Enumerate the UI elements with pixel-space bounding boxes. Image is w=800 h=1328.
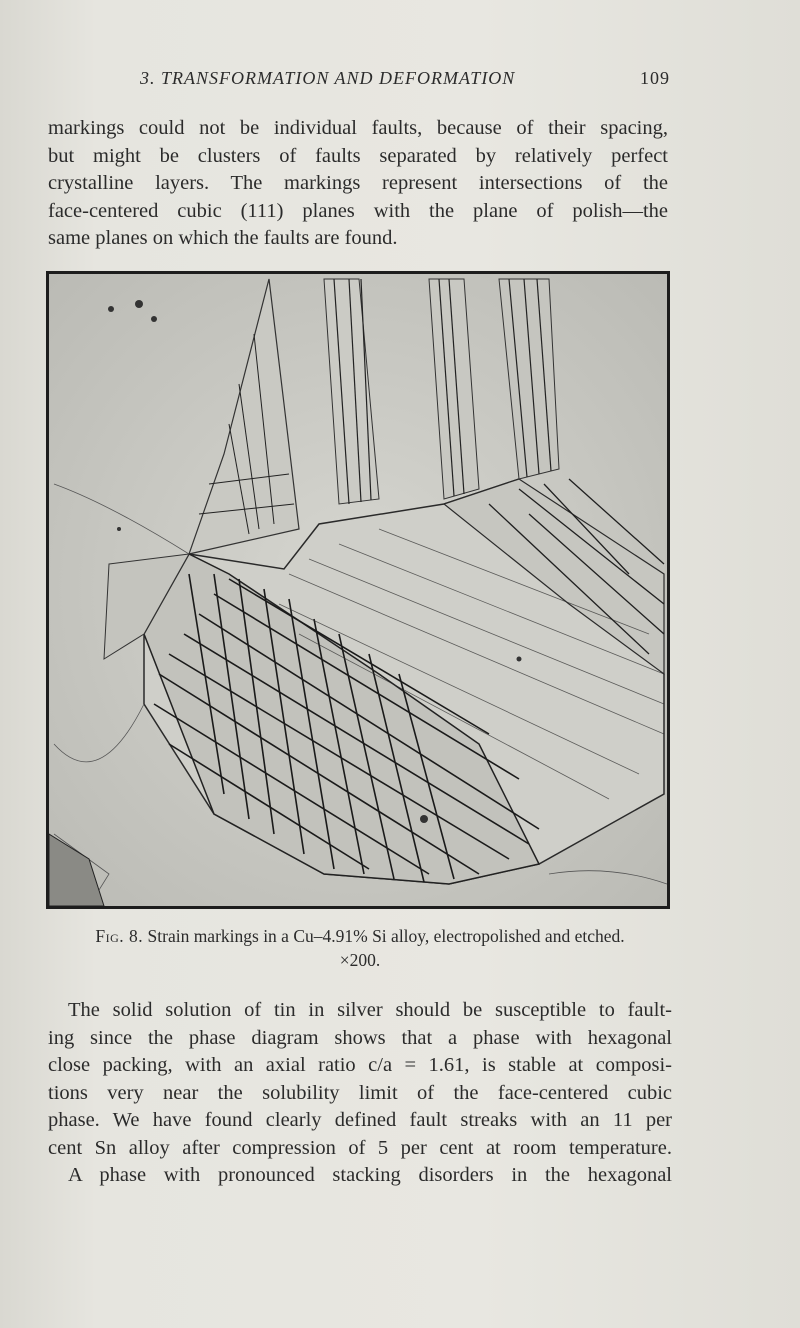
text-line: A phase with pronounced stacking disorders in the hexagonal	[68, 1164, 672, 1186]
micrograph-image	[49, 274, 667, 906]
text-line: tions very near the solubility limit of the face-centered cubic	[48, 1081, 672, 1104]
text-line: crystalline layers. The markings represent intersections of the	[48, 172, 668, 194]
text-line: face-centered cubic (111) planes with the plane of polish—the	[48, 199, 668, 222]
text-line: ing since the phase diagram shows that a phase with hexagonal	[48, 1026, 672, 1049]
figure-caption	[48, 924, 672, 972]
chapter-title: TRANSFORMATION AND DEFORMATION	[161, 68, 516, 88]
caption-text: Strain markings in a Cu–4.91% Si alloy, electropolished and etched.	[147, 926, 625, 946]
page-number: 109	[640, 68, 670, 88]
text-line: close packing, with an axial ratio c/a = 1.61, is stable at composi-	[48, 1054, 672, 1076]
text-line: but might be clusters of faults separated by relatively perfect	[48, 144, 668, 167]
text-line: same planes on which the faults are found.	[48, 227, 398, 249]
figure-label: Fig. 8.	[95, 926, 144, 946]
magnification: ×200.	[339, 950, 381, 970]
text-line: markings could not be individual faults, because of their spacing,	[48, 117, 668, 139]
bottom-paragraph	[48, 997, 672, 1190]
text-line: phase. We have found clearly defined fault streaks with an 11 per	[48, 1109, 672, 1131]
text-line: cent Sn alloy after compression of 5 per cent at room temperature.	[48, 1136, 672, 1159]
micrograph-figure	[46, 271, 670, 909]
top-paragraph	[48, 115, 668, 253]
text-line: The solid solution of tin in silver should be susceptible to fault-	[68, 999, 672, 1021]
running-head	[140, 68, 670, 89]
section-number: 3.	[140, 68, 156, 88]
